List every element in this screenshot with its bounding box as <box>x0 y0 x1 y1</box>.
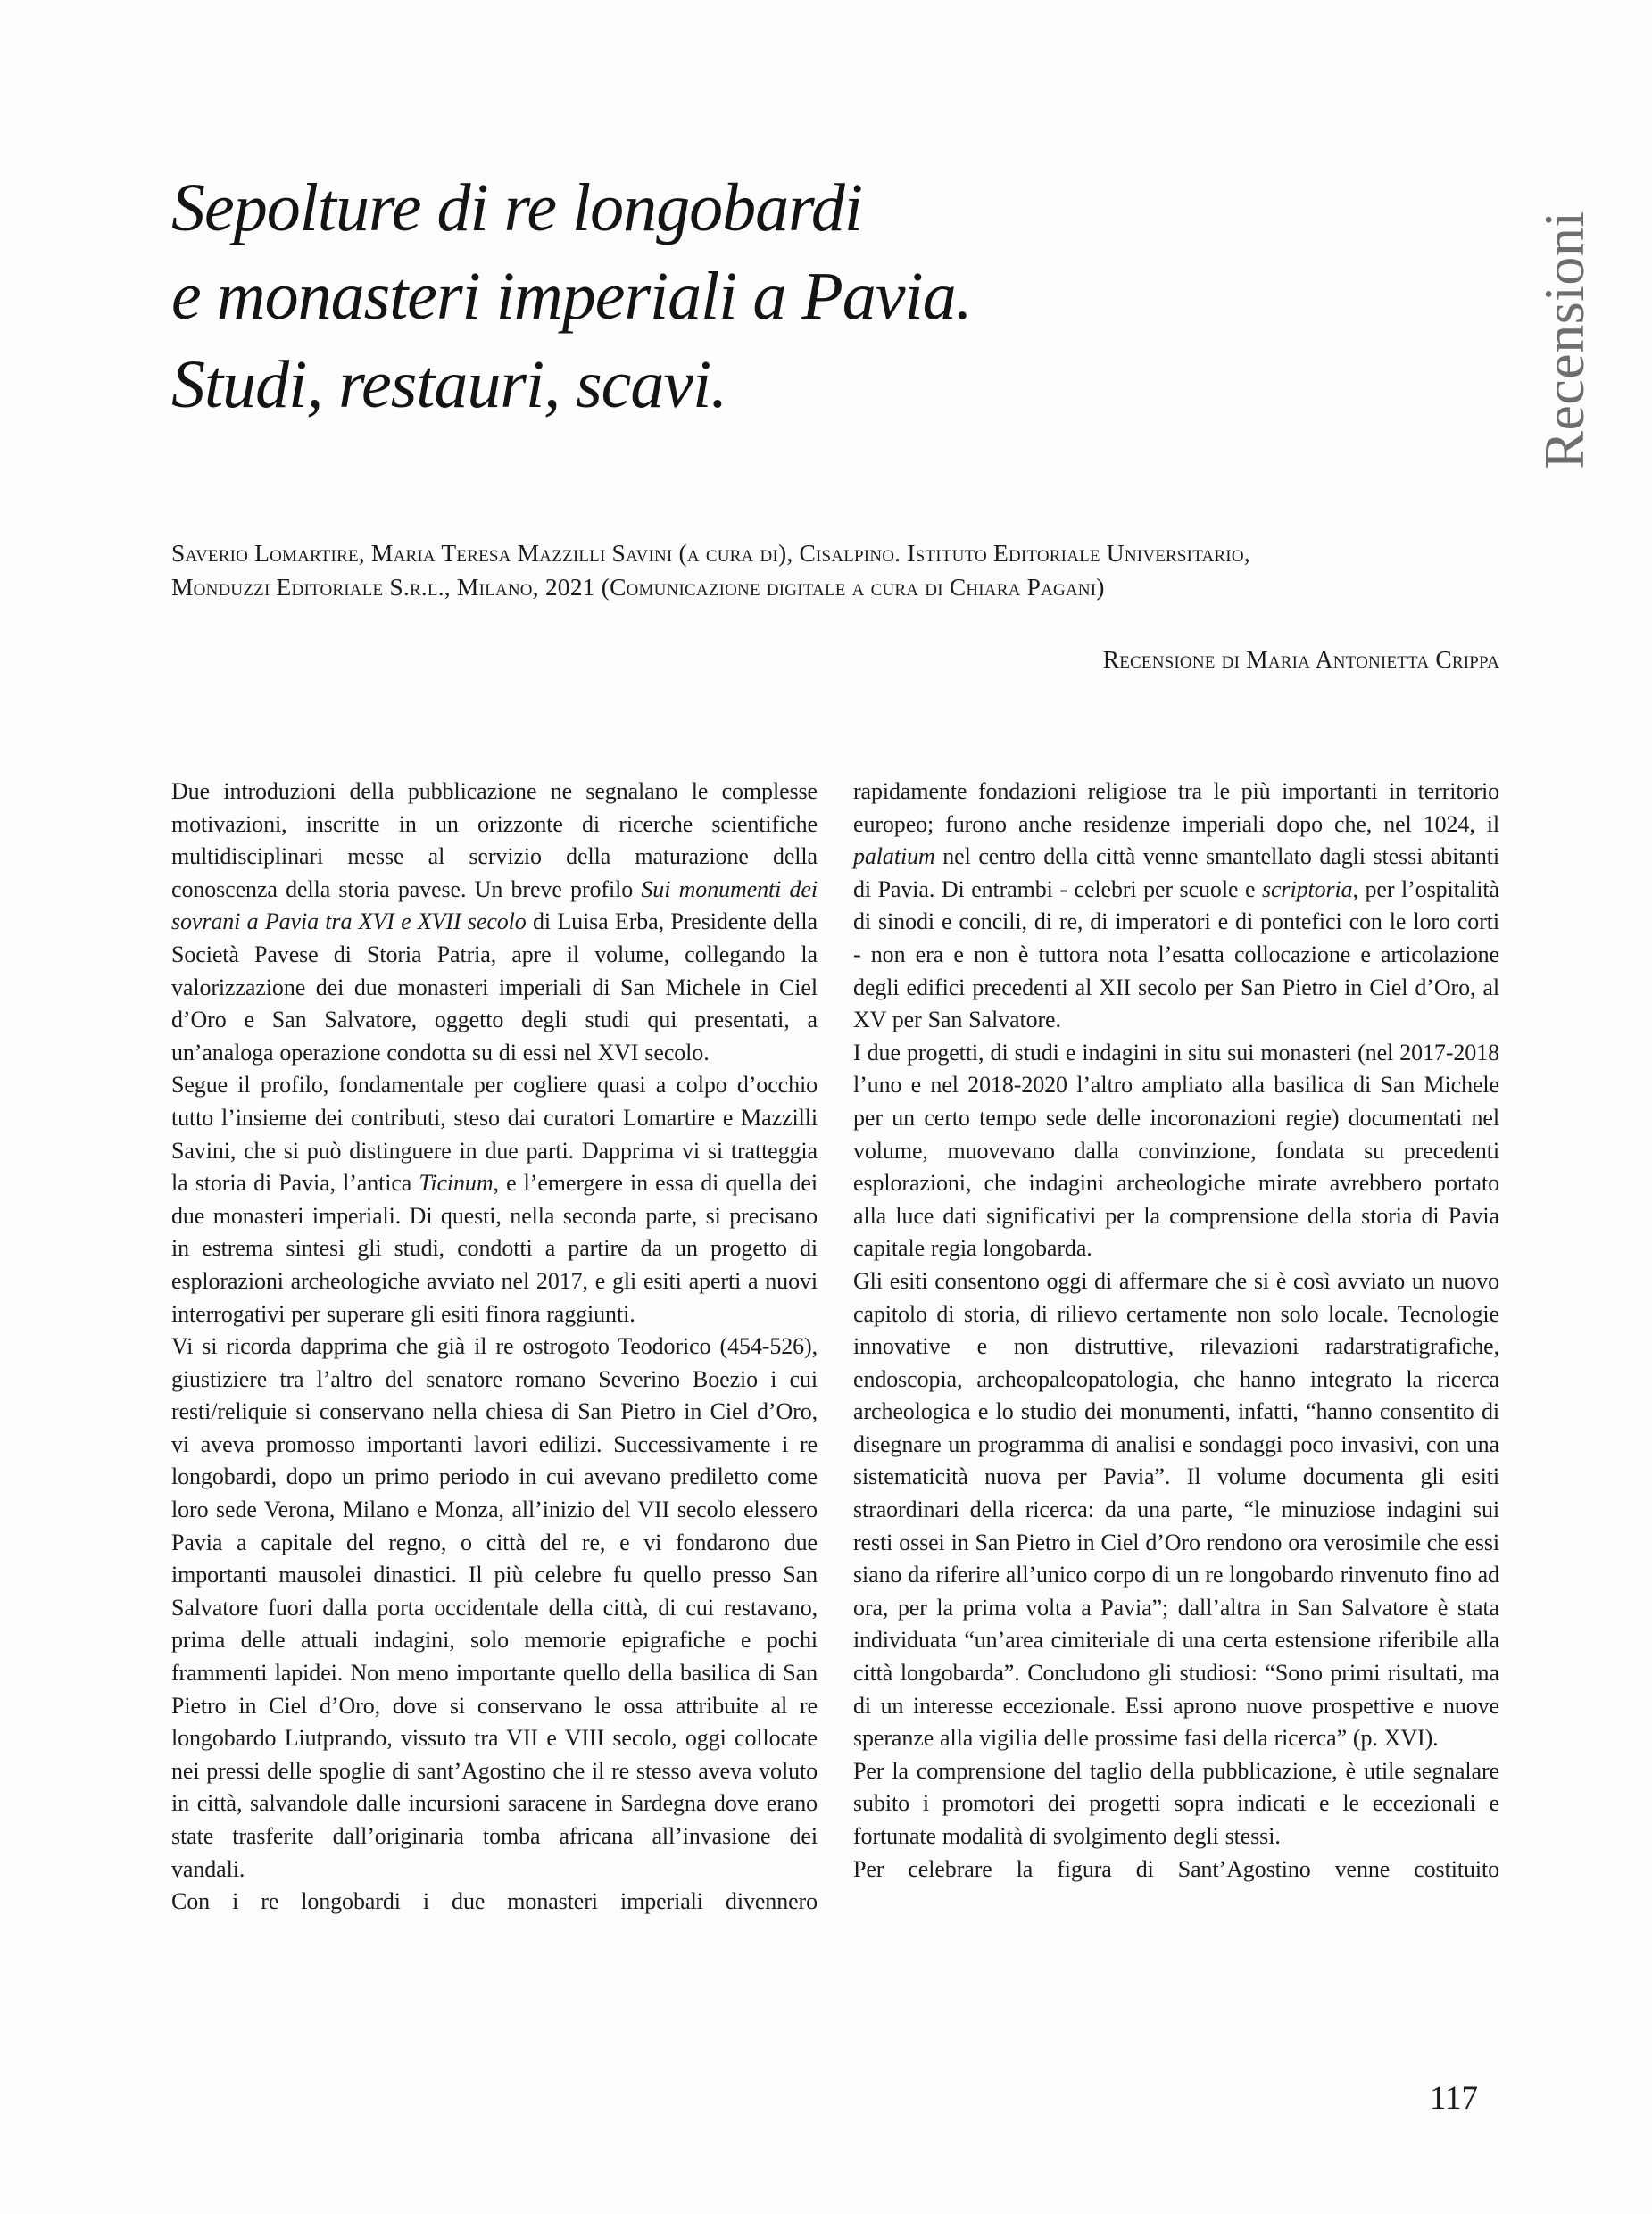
page-number: 117 <box>1429 2080 1478 2117</box>
text-run: rapidamente fondazioni religiose tra le più importanti in territorio europeo; furono anche residenze imperiali dopo che, nel 1024, il <box>853 778 1499 837</box>
reviewer-credit: Recensione di Maria Antonietta Crippa <box>1102 645 1499 673</box>
paragraph <box>171 1069 818 1331</box>
body-text <box>171 775 1499 1919</box>
book-citation <box>171 536 1503 604</box>
article-title <box>171 164 972 429</box>
text-run: I due progetti, di studi e indagini in situ sui monasteri (nel 2017-2018 l’uno e nel 2018-2020 l’altro ampliato alla basilica di San Michele per un certo tempo sede delle incoronazioni regie) documentati nel volume, muovevano dalla convinzione, fondata su precedenti esplorazioni, che indagini archeologiche mirate avrebbero portato alla luce dati significativi per la comprensione della storia di Pavia capitale regia longobarda. <box>853 1039 1499 1262</box>
text-run: nel centro della città venne smantellato dagli stessi abitanti di Pavia. Di entrambi - celebri per scuole e <box>853 843 1499 902</box>
text-run: , per l’ospitalità di sinodi e concili, di re, di imperatori e di pontefici con le loro corti - non era e non è tuttora nota l’esatta collocazione e articolazione degli edifici precedenti al XII secolo per San Pietro in Ciel d’Oro, al XV per San Salvatore. <box>853 875 1499 1033</box>
paragraph <box>853 1265 1499 1755</box>
text-run: Per la comprensione del taglio della pubblicazione, è utile segnalare subito i promotori dei progetti sopra indicati e le eccezionali e fortunate modalità di svolgimento degli stessi. <box>853 1757 1499 1849</box>
text-run: , e l’emergere in essa di quella dei due monasteri imperiali. Di questi, nella seconda parte, si precisano in estrema sintesi gli studi, condotti a partire da un progetto di esplorazioni archeologiche avviato nel 2017, e gli esiti aperti a nuovi interrogativi per superare gli esiti finora raggiunti. <box>171 1170 818 1327</box>
text-run: Gli esiti consentono oggi di affermare che si è così avviato un nuovo capitolo di storia, di rilievo certamente non solo locale. Tecnologie innovative e non distruttive, rilevazioni radarstratigrafiche, endoscopia, archeopaleopatologia, che hanno integrato la ricerca archeologica e lo studio dei monumenti, infatti, “hanno consentito di disegnare un programma di analisi e sondaggi poco invasivi, con una sistematicità nuova per Pavia”. Il volume documenta gli esiti straordinari della ricerca: da una parte, “le minuziose indagini sui resti ossei in San Pietro in Ciel d’Oro rendono ora verosimile che essi siano da riferire all’unico corpo di un re longobardo rinvenuto fino ad ora, per la prima volta a Pavia”; dall’altra in San Salvatore è stata individuata “un’area cimiteriale di una certa estensione riferibile alla città longobarda”. Concludono gli studiosi: “Sono primi risultati, ma di un interesse eccezionale. Essi aprono nuove prospettive e nuove speranze alla vigilia delle prossime fasi della ricerca” (p. XVI). <box>853 1267 1500 1752</box>
paragraph <box>853 1755 1499 1853</box>
article-title-line: Studi, restauri, scavi. <box>171 347 727 422</box>
paragraph <box>171 1331 818 1886</box>
italic-text-run: palatium <box>853 843 935 870</box>
text-run: Due introduzioni della pubblicazione ne segnalano le complesse motivazioni, inscritte in un orizzonte di ricerche scientifiche multidisciplinari messe al servizio della maturazione della conoscenza della storia pavese. Un breve profilo <box>171 778 818 902</box>
left-column <box>171 775 818 1919</box>
text-run: Per celebrare la figura di Sant’Agostino venne costituito <box>853 1855 1499 1882</box>
text-run: Con i re longobardi i due monasteri imperiali divennero <box>171 1888 818 1915</box>
right-column <box>853 775 1499 1919</box>
paragraph <box>171 775 818 1069</box>
article-title-line: Sepolture di re longobardi <box>171 170 863 245</box>
italic-text-run: scriptoria <box>1261 875 1353 902</box>
book-citation-line: Saverio Lomartire, Maria Teresa Mazzilli Savini (a cura di), Cisalpino. Istituto Editoriale Universitario, <box>171 539 1250 567</box>
paragraph <box>853 775 1499 1037</box>
section-label-recensioni: Recensioni <box>1532 211 1596 469</box>
text-run: Segue il profilo, fondamentale per cogliere quasi a colpo d’occhio tutto l’insieme dei contributi, steso dai curatori Lomartire e Mazzilli Savini, che si può distinguere in due parti. Dapprima vi si tratteggia la storia di Pavia, l’antica <box>171 1072 818 1197</box>
paragraph <box>853 1037 1499 1265</box>
paragraph <box>171 1886 818 1919</box>
text-run: di Luisa Erba, Presidente della Società Pavese di Storia Patria, apre il volume, collegando la valorizzazione dei due monasteri imperiali di San Michele in Ciel d’Oro e San Salvatore, oggetto degli studi qui presentati, a un’analoga operazione condotta su di essi nel XVI secolo. <box>171 908 818 1066</box>
paragraph <box>853 1853 1499 1886</box>
italic-text-run: Ticinum <box>419 1170 494 1197</box>
text-run: Vi si ricorda dapprima che già il re ostrogoto Teodorico (454-526), giustiziere tra l’altro del senatore romano Severino Boezio i cui resti/reliquie si conservano nella chiesa di San Pietro in Ciel d’Oro, vi aveva promosso importanti lavori edilizi. Successivamente i re longobardi, dopo un primo periodo in cui avevano prediletto come loro sede Verona, Milano e Monza, all’inizio del VII secolo elessero Pavia a capitale del regno, o città del re, e vi fondarono due importanti mausolei dinastici. Il più celebre fu quello presso San Salvatore fuori dalla porta occidentale della città, di cui restavano, prima delle attuali indagini, solo memorie epigrafiche e pochi frammenti lapidei. Non meno importante quello della basilica di San Pietro in Ciel d’Oro, dove si conservano le ossa attribuite al re longobardo Liutprando, vissuto tra VII e VIII secolo, oggi collocate nei pressi delle spoglie di sant’Agostino che il re stesso aveva voluto in città, salvandole dalle incursioni saracene in Sardegna dove erano state trasferite dall’originaria tomba africana all’invasione dei vandali. <box>171 1333 818 1882</box>
article-title-line: e monasteri imperiali a Pavia. <box>171 259 972 334</box>
italic-text-run: Sui monumenti dei sovrani a Pavia tra XVI e XVII secolo <box>171 875 818 935</box>
book-citation-line: Monduzzi Editoriale S.r.l., Milano, 2021 (Comunicazione digitale a cura di Chiara Pagani) <box>171 573 1105 601</box>
